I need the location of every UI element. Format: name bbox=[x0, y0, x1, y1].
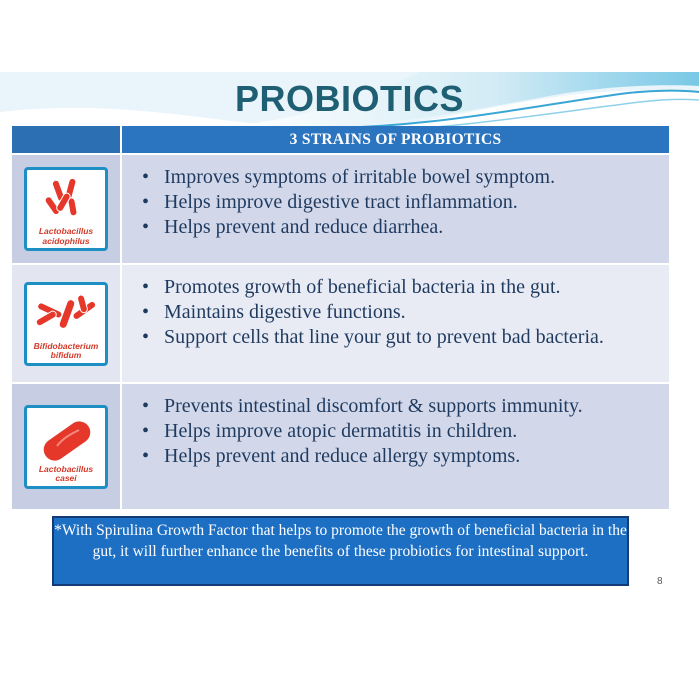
benefit-item: • Maintains digestive functions. bbox=[164, 300, 655, 325]
strain-tile-acidophilus bbox=[24, 167, 108, 251]
rod-bacteria-icon bbox=[27, 170, 105, 230]
strain-row-casei bbox=[12, 382, 669, 509]
table-header-row bbox=[12, 126, 669, 153]
branched-bacteria-icon bbox=[27, 285, 105, 345]
table-header-blank-cell bbox=[12, 126, 122, 153]
strain-label: Lactobacillus casei bbox=[38, 463, 94, 483]
slide bbox=[0, 72, 699, 602]
benefit-item: • Improves symptoms of irritable bowel symptom. bbox=[164, 165, 655, 190]
footer-note: *With Spirulina Growth Factor that helps to promote the growth of beneficial bacteria in the gut, it will further enhance the benefits of these probiotics for intestinal support. bbox=[52, 516, 629, 586]
benefit-item: • Prevents intestinal discomfort & supports immunity. bbox=[164, 394, 655, 419]
strain-tile-bifidum bbox=[24, 282, 108, 366]
benefit-item: • Helps improve atopic dermatitis in children. bbox=[164, 419, 655, 444]
benefit-item: • Support cells that line your gut to prevent bad bacteria. bbox=[164, 325, 655, 350]
benefit-item: • Helps prevent and reduce allergy symptoms. bbox=[164, 444, 655, 469]
strain-label: Bifidobacterium bifidum bbox=[33, 340, 99, 360]
slide-title: PROBIOTICS bbox=[234, 78, 464, 119]
benefit-list bbox=[122, 384, 669, 469]
strain-label: Lactobacillus acidophilus bbox=[38, 226, 94, 246]
benefit-list bbox=[122, 155, 669, 240]
strains-table bbox=[12, 126, 669, 509]
page-number: 8 bbox=[657, 576, 663, 587]
capsule-bacteria-icon bbox=[27, 408, 105, 468]
benefit-item: • Helps improve digestive tract inflammation. bbox=[164, 190, 655, 215]
benefit-item: • Helps prevent and reduce diarrhea. bbox=[164, 215, 655, 240]
strain-row-bifidum bbox=[12, 263, 669, 382]
strain-tile-casei bbox=[24, 405, 108, 489]
benefit-list bbox=[122, 265, 669, 350]
benefit-item: • Promotes growth of beneficial bacteria in the gut. bbox=[164, 275, 655, 300]
table-header: 3 STRAINS OF PROBIOTICS bbox=[122, 126, 669, 153]
strain-row-acidophilus bbox=[12, 153, 669, 263]
